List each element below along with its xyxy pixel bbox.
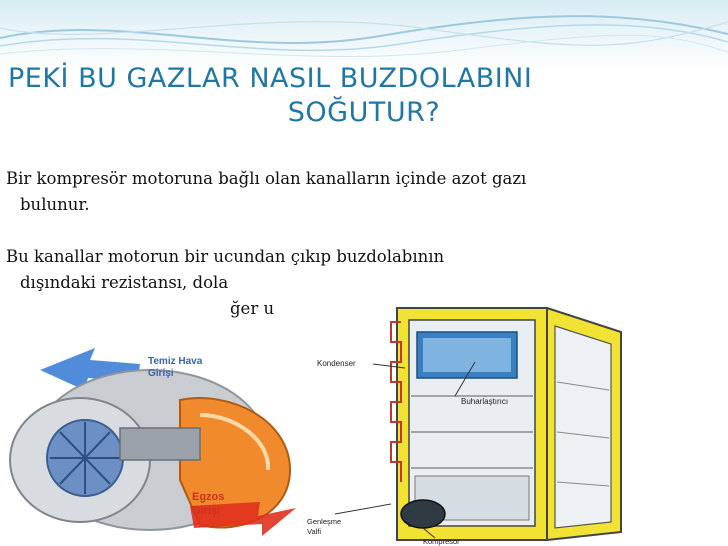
title-line-2: SOĞUTUR? <box>287 97 441 128</box>
paragraph-2-line-1: Bu kanallar motorun bir ucundan çıkıp buzdolabının <box>6 247 445 266</box>
turbo-label-exhaust-1: Egzos <box>192 491 225 503</box>
slide-title <box>0 62 728 130</box>
compressor-icon <box>401 500 445 528</box>
turbo-label-air-1: Temiz Hava <box>148 356 203 367</box>
label-evaporator: Buharlaştırıcı <box>461 397 509 406</box>
label-compressor: Kompresör <box>423 537 460 546</box>
label-valve-2: Valfi <box>307 527 322 536</box>
header-wave-decoration <box>0 0 728 70</box>
paragraph-1-line-2: bulunur. <box>20 195 90 214</box>
paragraph-2-line-3: ğer u <box>230 299 275 318</box>
paragraph-1 <box>6 166 722 218</box>
title-line-1: PEKİ BU GAZLAR NASIL BUZDOLABINI <box>8 63 533 94</box>
turbo-label-air-2: Girişi <box>148 368 174 379</box>
paragraph-2-line-2: dışındaki rezistansı, dola <box>20 273 229 292</box>
refrigerator-illustration <box>305 292 648 546</box>
turbocharger-illustration <box>0 330 310 546</box>
label-valve-1: Genleşme <box>307 517 342 526</box>
turbo-label-exhaust-2: Girişi <box>192 505 221 517</box>
label-condenser: Kondenser <box>317 359 356 368</box>
compressor-wheel-icon <box>50 422 120 494</box>
paragraph-1-line-1: Bir kompresör motoruna bağlı olan kanalların içinde azot gazı <box>6 169 527 188</box>
